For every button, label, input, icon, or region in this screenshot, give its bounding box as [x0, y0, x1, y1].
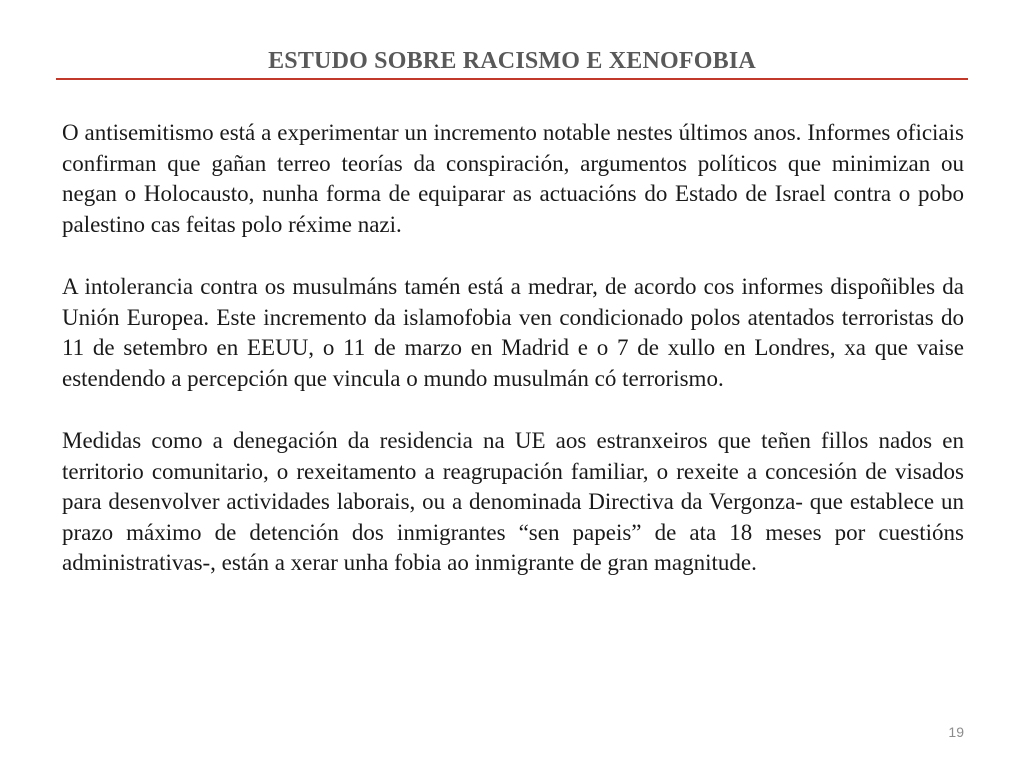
paragraph-islamophobia: A intolerancia contra os musulmáns tamén está a medrar, de acordo cos informes dispoñibles da Unión Europea. Este incremento da islamofobia ven condicionado polos atentados terroristas do 11 de setembro en EEUU, o 11 de marzo en Madrid e o 7 de xullo en Londres, xa que vaise estendendo a percepción que vincula o mundo musulmán có terrorismo.: [62, 274, 964, 391]
slide-title: ESTUDO SOBRE RACISMO E XENOFOBIA: [268, 48, 756, 74]
title-divider: [56, 78, 968, 80]
page-number: 19: [948, 724, 964, 740]
paragraph-immigration-measures: Medidas como a denegación da residencia na UE aos estranxeiros que teñen fillos nados en territorio comunitario, o rexeitamento a reagrupación familiar, o rexeite a concesión de visados para desenvolver actividades laborais, ou a denominada Directiva da Vergonza- que establece un prazo máximo de detención dos inmigrantes “sen papeis” de ata 18 meses por cuestións administrativas-, están a xerar unha fobia ao inmigrante de gran magnitude.: [62, 428, 964, 575]
paragraph-antisemitism: O antisemitismo está a experimentar un incremento notable nestes últimos anos. Informes oficiais confirman que gañan terreo teorías da conspiración, argumentos políticos que minimizan ou negan o Holocausto, nunha forma de equiparar as actuacións do Estado de Israel contra o pobo palestino cas feitas polo réxime nazi.: [62, 120, 964, 237]
slide-body: [62, 118, 964, 611]
